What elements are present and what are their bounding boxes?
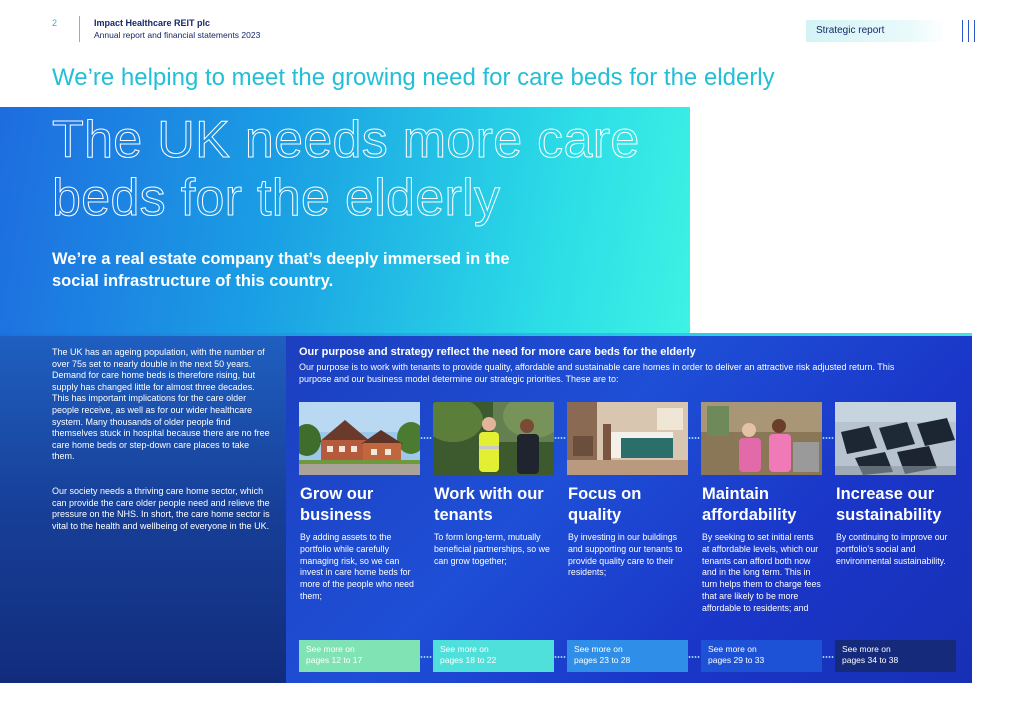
resident-and-carer-photo bbox=[701, 402, 822, 475]
see-more-label: See more on bbox=[440, 644, 489, 654]
priority-description: By adding assets to the portfolio while carefully managing risk, so we can invest in care home beds for more of the people who need them; bbox=[300, 532, 414, 601]
purpose-panel bbox=[286, 336, 972, 683]
see-more-label: See more on bbox=[574, 644, 623, 654]
hero-title-line-2: beds for the elderly bbox=[52, 169, 501, 227]
hero-title bbox=[52, 111, 640, 227]
see-more-link[interactable] bbox=[433, 640, 554, 672]
see-more-link[interactable] bbox=[299, 640, 420, 672]
hero-title-line-1: The UK needs more care bbox=[52, 111, 640, 169]
priority-title: Focus on quality bbox=[568, 485, 642, 524]
see-more-link[interactable] bbox=[701, 640, 822, 672]
priority-title: Grow our business bbox=[300, 485, 374, 524]
priority-description: By investing in our buildings and supporting our tenants to provide quality care to their residents; bbox=[568, 532, 683, 578]
company-name: Impact Healthcare REIT plc bbox=[94, 18, 211, 28]
connector-dots bbox=[554, 437, 566, 439]
purpose-heading: Our purpose and strategy reflect the need for more care beds for the elderly bbox=[299, 346, 696, 358]
context-paragraph-2: Our society needs a thriving care home sector, which can provide the care older people need and relieve the pressure on the NHS. In short, the care home sector is vital to the health and wellbeing of everyone in the UK. bbox=[52, 486, 270, 531]
see-more-pages: pages 12 to 17 bbox=[306, 655, 363, 665]
context-paragraph-1: The UK has an ageing population, with the number of over 75s set to nearly double in the next 50 years. Demand for care home beds is therefore rising, but supply has changed little for almost three decades. This has important implications for the care older people receive, as well as for our wider healthcare system. Many thousands of older people find themselves stuck in hospital because there are no free care home beds or step-down care places to take them. bbox=[52, 347, 270, 462]
care-home-bedroom-photo bbox=[567, 402, 688, 475]
see-more-link[interactable] bbox=[835, 640, 956, 672]
see-more-pages: pages 34 to 38 bbox=[842, 655, 899, 665]
hero-banner bbox=[0, 107, 690, 333]
see-more-pages: pages 23 to 28 bbox=[574, 655, 631, 665]
section-tab[interactable]: Strategic report bbox=[806, 20, 946, 42]
care-home-building-photo bbox=[299, 402, 420, 475]
see-more-label: See more on bbox=[708, 644, 757, 654]
connector-dots bbox=[822, 656, 834, 658]
see-more-link[interactable] bbox=[567, 640, 688, 672]
priority-description: To form long-term, mutually beneficial partnerships, so we can grow together; bbox=[434, 532, 550, 566]
page-kicker: We’re helping to meet the growing need for care beds for the elderly bbox=[52, 64, 775, 91]
section-bars-icon bbox=[960, 20, 976, 42]
priority-description: By continuing to improve our portfolio’s social and environmental sustainability. bbox=[836, 532, 948, 566]
priority-title: Maintain affordability bbox=[702, 485, 797, 524]
see-more-label: See more on bbox=[842, 644, 891, 654]
purpose-intro: Our purpose is to work with tenants to provide quality, affordable and sustainable care homes in order to deliver an attractive risk adjusted return. This purpose and our business model determine our strategic priorities. These are to: bbox=[299, 362, 895, 384]
see-more-label: See more on bbox=[306, 644, 355, 654]
see-more-pages: pages 18 to 22 bbox=[440, 655, 497, 665]
connector-dots bbox=[688, 437, 700, 439]
context-panel bbox=[0, 336, 286, 683]
connector-dots bbox=[688, 656, 700, 658]
solar-panels-photo bbox=[835, 402, 956, 475]
connector-dots bbox=[420, 656, 432, 658]
see-more-pages: pages 29 to 33 bbox=[708, 655, 765, 665]
page-number: 2 bbox=[52, 18, 58, 28]
header-divider bbox=[79, 16, 80, 42]
document-title: Annual report and financial statements 2023 bbox=[94, 30, 261, 40]
connector-dots bbox=[822, 437, 834, 439]
connector-dots bbox=[420, 437, 432, 439]
priority-title: Increase our sustainability bbox=[836, 485, 942, 524]
tenants-meeting-photo bbox=[433, 402, 554, 475]
priority-description: By seeking to set initial rents at affordable levels, which our tenants can afford both now and in the long term. This in turn helps them to charge fees that are likely to be more affordable to residents; and bbox=[702, 532, 821, 613]
priority-title: Work with our tenants bbox=[434, 485, 544, 524]
connector-dots bbox=[554, 656, 566, 658]
hero-subtitle: We’re a real estate company that’s deeply immersed in the social infrastructure of this country. bbox=[52, 250, 510, 290]
